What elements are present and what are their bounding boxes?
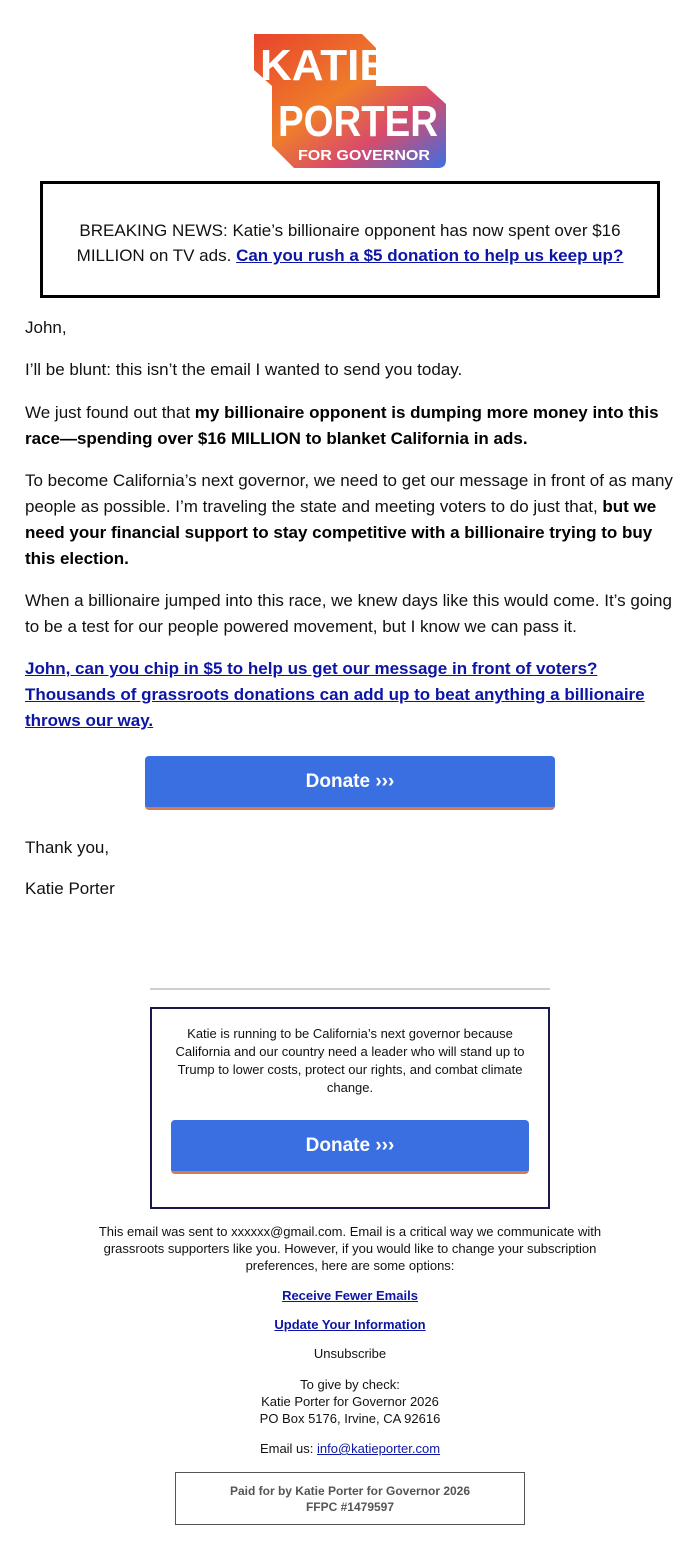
paragraph-3-bold: but we need your financial support to stay competitive with a billionaire trying to buy this election. <box>25 497 657 568</box>
footer-donate-button[interactable]: Donate ››› <box>171 1120 529 1174</box>
email-us-row <box>0 1440 700 1457</box>
katie-porter-logo <box>250 32 450 170</box>
greeting: John, <box>25 318 67 337</box>
paragraph-2-text: We just found out that <box>25 403 195 422</box>
update-information-link[interactable]: Update Your Information <box>274 1317 426 1332</box>
logo-line2: PORTER <box>278 97 438 146</box>
paragraph-3-text: To become California’s next governor, we need to get our message in front of as many people as possible. I’m traveling the state and meeting voters to do just that, <box>25 471 673 516</box>
breaking-donate-link[interactable]: Can you rush a $5 donation to help us keep up? <box>236 246 624 265</box>
check-name: Katie Porter for Governor 2026 <box>261 1394 439 1409</box>
check-label: To give by check: <box>300 1377 400 1392</box>
ffpc-number: FFPC #1479597 <box>305 1500 395 1514</box>
signature: Katie Porter <box>25 879 115 898</box>
paid-for-text: Paid for by Katie Porter for Governor 2026 <box>229 1484 471 1498</box>
logo-line3: FOR GOVERNOR <box>298 147 431 164</box>
unsubscribe-link[interactable]: Unsubscribe <box>313 1346 387 1361</box>
cta-link[interactable]: John, can you chip in $5 to help us get our message in front of voters? Thousands of grassroots donations can add up to beat anything a billionaire throws our way. <box>25 659 645 730</box>
paid-for-box <box>175 1472 525 1525</box>
email-link[interactable]: info@katieporter.com <box>317 1441 441 1456</box>
paragraph-1: I’ll be blunt: this isn’t the email I wanted to send you today. <box>25 360 463 379</box>
paragraph-4: When a billionaire jumped into this race, we knew days like this would come. It’s going to be a test for our people powered movement, but I know we can pass it. <box>25 591 672 636</box>
email-label: Email us: <box>259 1441 318 1456</box>
paragraph-3 <box>25 468 677 572</box>
fewer-emails-row <box>0 1287 700 1304</box>
update-info-row <box>0 1316 700 1333</box>
breaking-news-box <box>40 181 660 298</box>
footer-divider <box>150 988 550 990</box>
cta-paragraph <box>25 656 677 734</box>
paragraph-2-bold: my billionaire opponent is dumping more money into this race—spending over $16 MILLION to blanket California in ads. <box>25 403 659 448</box>
receive-fewer-emails-link[interactable]: Receive Fewer Emails <box>282 1288 418 1303</box>
check-address: PO Box 5176, Irvine, CA 92616 <box>259 1411 441 1426</box>
breaking-news-text: BREAKING NEWS: Katie’s billionaire opponent has now spent over $16 MILLION on TV ads. <box>76 221 621 265</box>
subscription-notice: This email was sent to xxxxxx@gmail.com. Email is a critical way we communicate with grassroots supporters like you. However, if you would like to change your subscription preferences, here are some options: <box>98 1224 602 1273</box>
donate-button[interactable]: Donate ››› <box>145 756 555 810</box>
footer-box-text: Katie is running to be California’s next governor because California and our country need a leader who will stand up to Trump to lower costs, protect our rights, and combat climate change. <box>175 1026 525 1095</box>
footer-box <box>150 1007 550 1209</box>
logo-line1: KATIE <box>260 41 389 90</box>
closing: Thank you, <box>25 838 110 857</box>
paragraph-2 <box>25 400 677 452</box>
